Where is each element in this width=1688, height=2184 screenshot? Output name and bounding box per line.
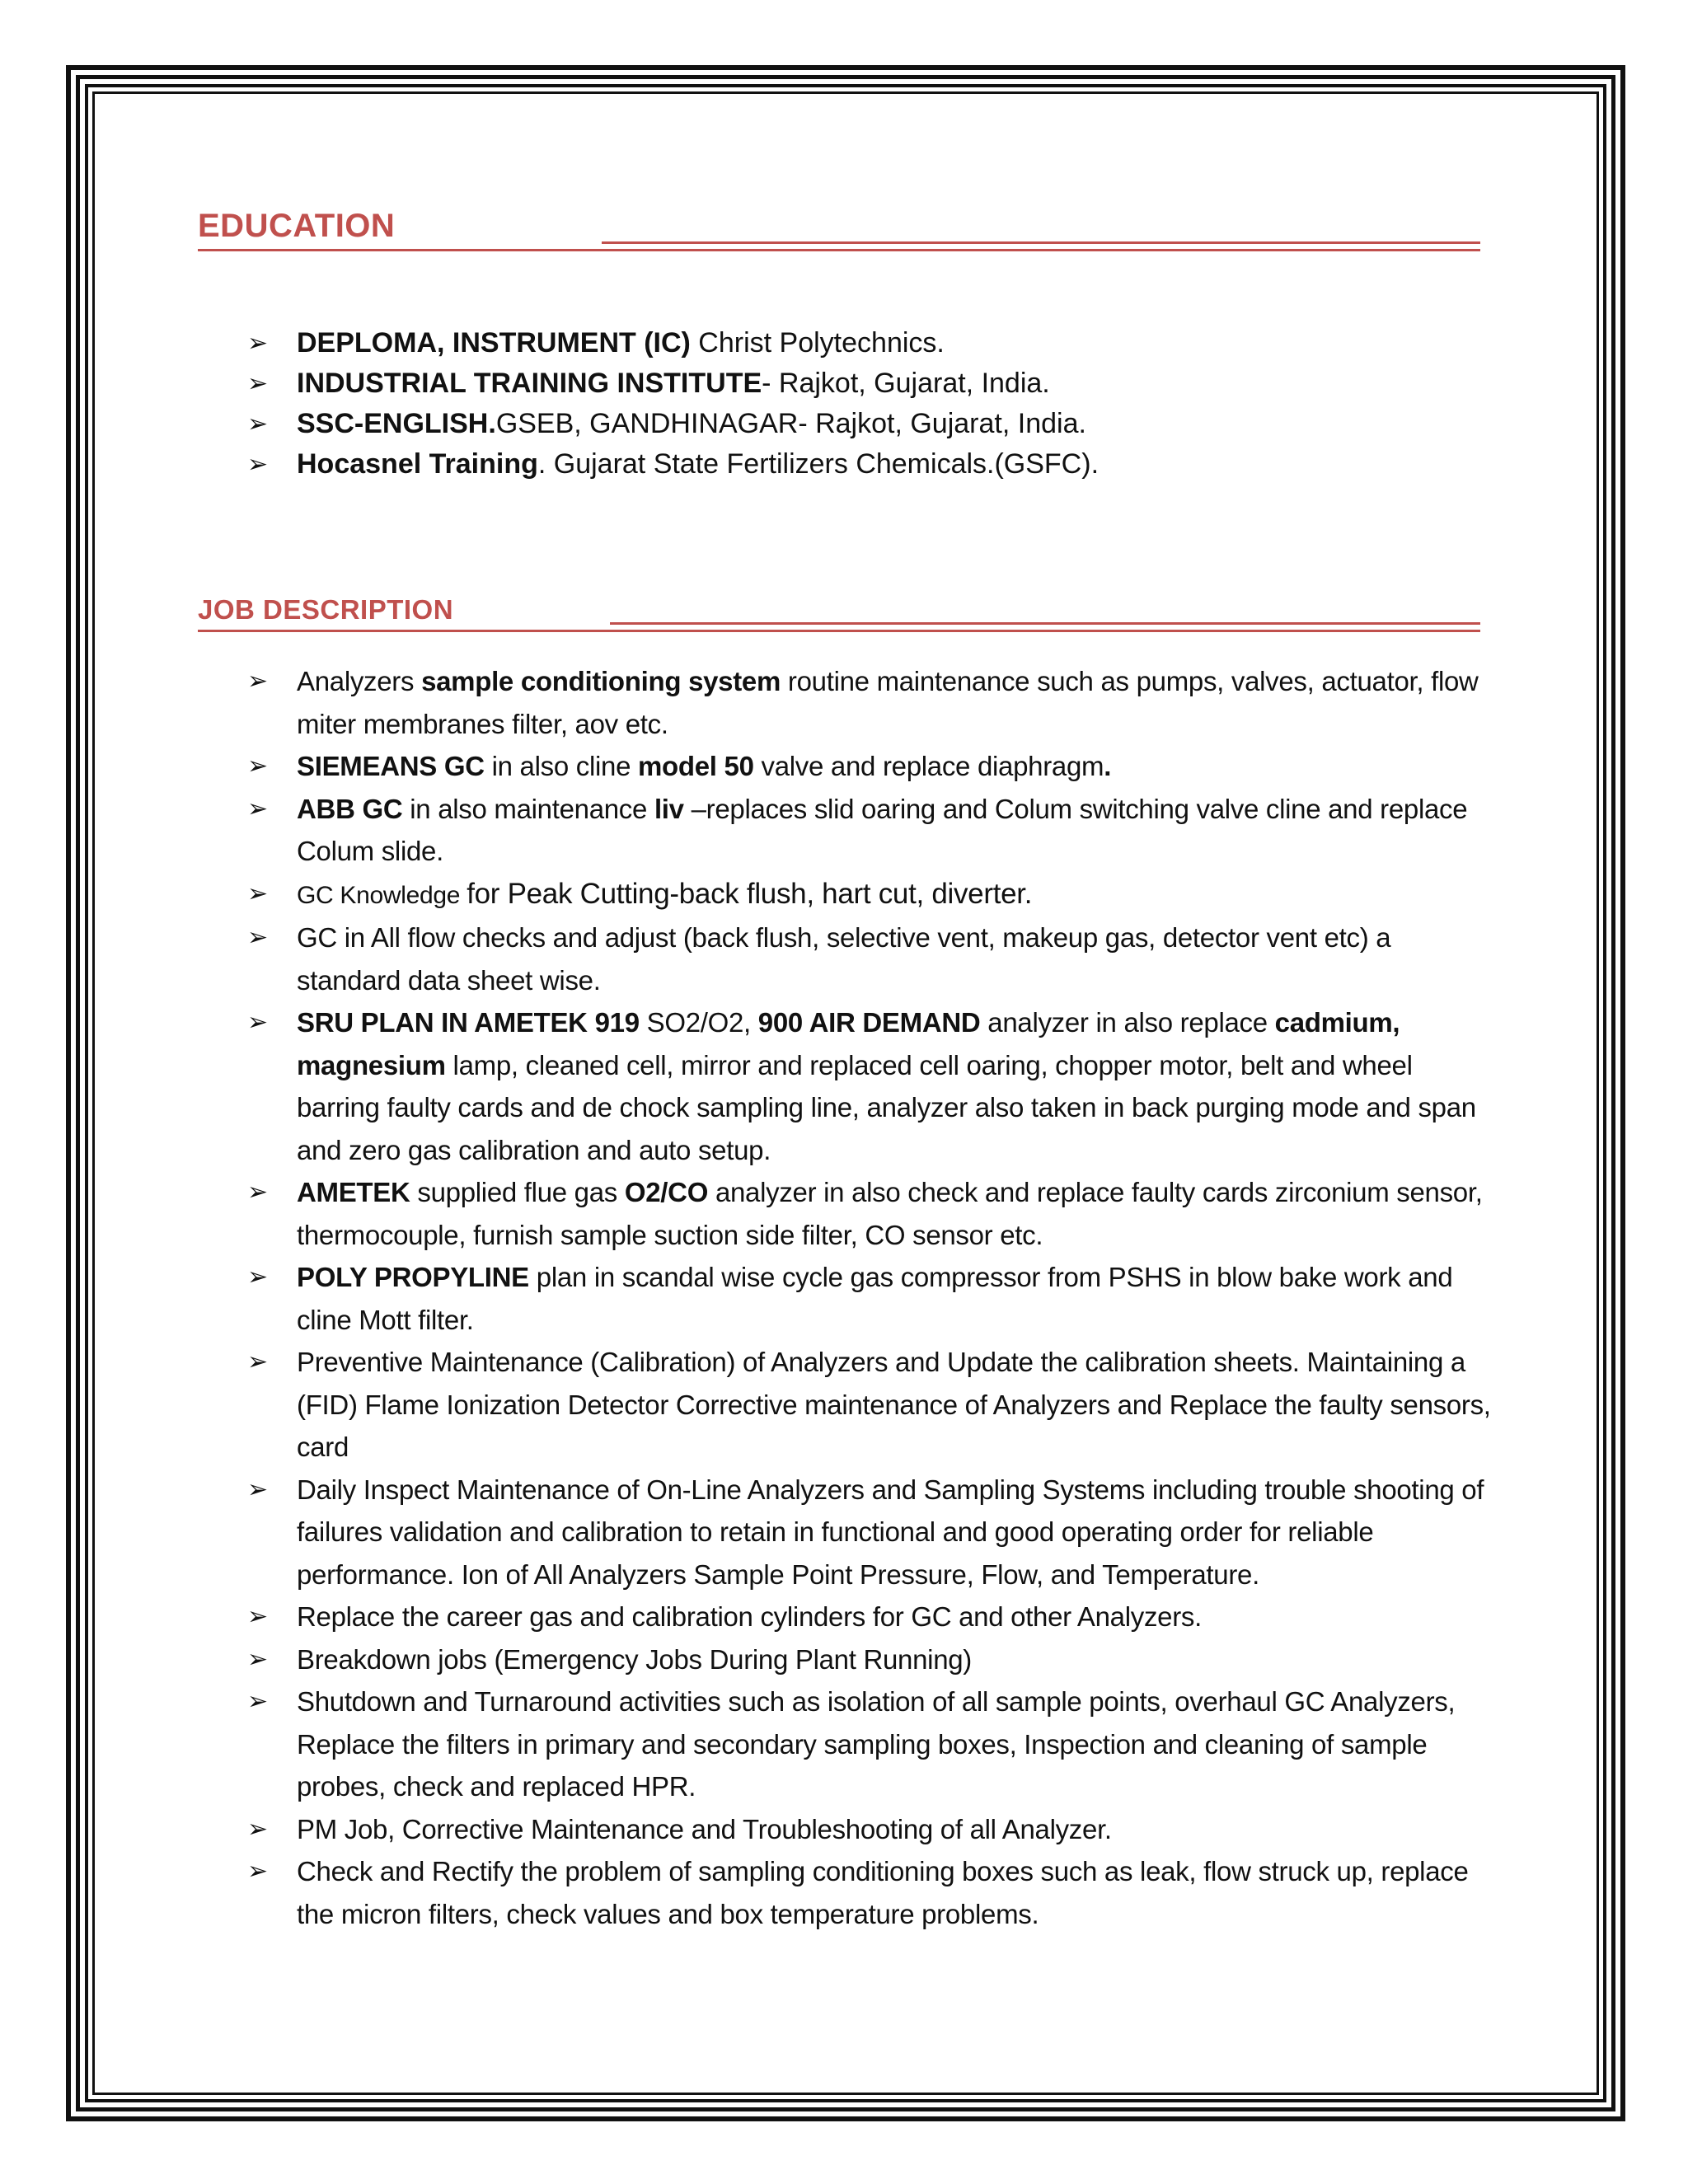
list-item: ➢ GC Knowledge for Peak Cutting-back flush, hart cut, diverter.	[247, 873, 1500, 917]
list-item: ➢ SIEMEANS GC in also cline model 50 valve and replace diaphragm.	[247, 745, 1500, 788]
arrow-bullet-icon: ➢	[247, 667, 268, 696]
education-title: EDUCATION	[198, 208, 396, 244]
arrow-bullet-icon: ➢	[247, 752, 268, 780]
arrow-bullet-icon: ➢	[247, 923, 268, 952]
arrow-bullet-icon: ➢	[247, 1178, 268, 1207]
job-description-list	[247, 660, 1500, 1935]
arrow-bullet-icon: ➢	[247, 1474, 268, 1504]
arrow-bullet-icon: ➢	[247, 1008, 268, 1037]
arrow-bullet-icon: ➢	[247, 1857, 268, 1886]
list-item: ➢ Shutdown and Turnaround activities such as isolation of all sample points, overhaul GC Analyzers, Replace the filters in primary and secondary sampling boxes, Inspection and cleaning of sample probes, check and replaced HPR.	[247, 1680, 1500, 1808]
arrow-bullet-icon: ➢	[247, 1602, 268, 1631]
job-description-title: JOB DESCRIPTION	[198, 594, 454, 625]
list-item: ➢ DEPLOMA, INSTRUMENT (IC) Christ Polytechnics.	[247, 323, 1500, 363]
arrow-bullet-icon: ➢	[247, 410, 269, 438]
arrow-bullet-icon: ➢	[247, 1347, 268, 1376]
list-item: ➢ SRU PLAN IN AMETEK 919 SO2/O2, 900 AIR DEMAND analyzer in also replace cadmium, magnesium lamp, cleaned cell, mirror and replaced cell oaring, chopper motor, belt and wheel barring faulty cards and de chock sampling line, analyzer also taken in back purging mode and span and zero gas calibration and auto setup.	[247, 1001, 1500, 1171]
education-heading	[198, 204, 1480, 251]
list-item: ➢ ABB GC in also maintenance liv –replaces slid oaring and Colum switching valve cline and replace Colum slide.	[247, 788, 1500, 873]
resume-page	[198, 0, 1500, 2184]
education-list	[247, 323, 1500, 485]
list-item: ➢ PM Job, Corrective Maintenance and Troubleshooting of all Analyzer.	[247, 1808, 1500, 1851]
heading-underline	[610, 622, 1480, 625]
arrow-bullet-icon: ➢	[247, 1644, 268, 1674]
arrow-bullet-icon: ➢	[247, 879, 268, 908]
arrow-bullet-icon: ➢	[247, 369, 269, 398]
arrow-bullet-icon: ➢	[247, 1263, 268, 1291]
list-item: ➢ Hocasnel Training. Gujarat State Fertilizers Chemicals.(GSFC).	[247, 444, 1500, 485]
list-item: ➢ Analyzers sample conditioning system routine maintenance such as pumps, valves, actuator, flow miter membranes filter, aov etc.	[247, 660, 1500, 745]
job-description-heading	[198, 592, 1480, 632]
arrow-bullet-icon: ➢	[247, 329, 269, 358]
arrow-bullet-icon: ➢	[247, 1687, 268, 1716]
list-item: ➢ Breakdown jobs (Emergency Jobs During Plant Running)	[247, 1638, 1500, 1681]
list-item: ➢ Daily Inspect Maintenance of On-Line Analyzers and Sampling Systems including trouble shooting of failures validation and calibration to retain in functional and good operating order for reliable performance. Ion of All Analyzers Sample Point Pressure, Flow, and Temperature.	[247, 1469, 1500, 1596]
list-item: ➢ GC in All flow checks and adjust (back flush, selective vent, makeup gas, detector vent etc) a standard data sheet wise.	[247, 916, 1500, 1001]
list-item: ➢ POLY PROPYLINE plan in scandal wise cycle gas compressor from PSHS in blow bake work and cline Mott filter.	[247, 1256, 1500, 1341]
list-item: ➢ INDUSTRIAL TRAINING INSTITUTE- Rajkot, Gujarat, India.	[247, 363, 1500, 404]
list-item: ➢ Replace the career gas and calibration cylinders for GC and other Analyzers.	[247, 1596, 1500, 1638]
arrow-bullet-icon: ➢	[247, 1814, 268, 1844]
list-item: ➢ AMETEK supplied flue gas O2/CO analyzer in also check and replace faulty cards zirconium sensor, thermocouple, furnish sample suction side filter, CO sensor etc.	[247, 1171, 1500, 1256]
list-item: ➢ Check and Rectify the problem of sampling conditioning boxes such as leak, flow struck up, replace the micron filters, check values and box temperature problems.	[247, 1850, 1500, 1935]
list-item: ➢ Preventive Maintenance (Calibration) of Analyzers and Update the calibration sheets. Maintaining a (FID) Flame Ionization Detector Corrective maintenance of Analyzers and Replace the faulty sensors, card	[247, 1341, 1500, 1469]
heading-underline	[602, 241, 1480, 244]
arrow-bullet-icon: ➢	[247, 450, 269, 479]
list-item: ➢ SSC-ENGLISH.GSEB, GANDHINAGAR- Rajkot, Gujarat, India.	[247, 404, 1500, 444]
arrow-bullet-icon: ➢	[247, 794, 268, 823]
